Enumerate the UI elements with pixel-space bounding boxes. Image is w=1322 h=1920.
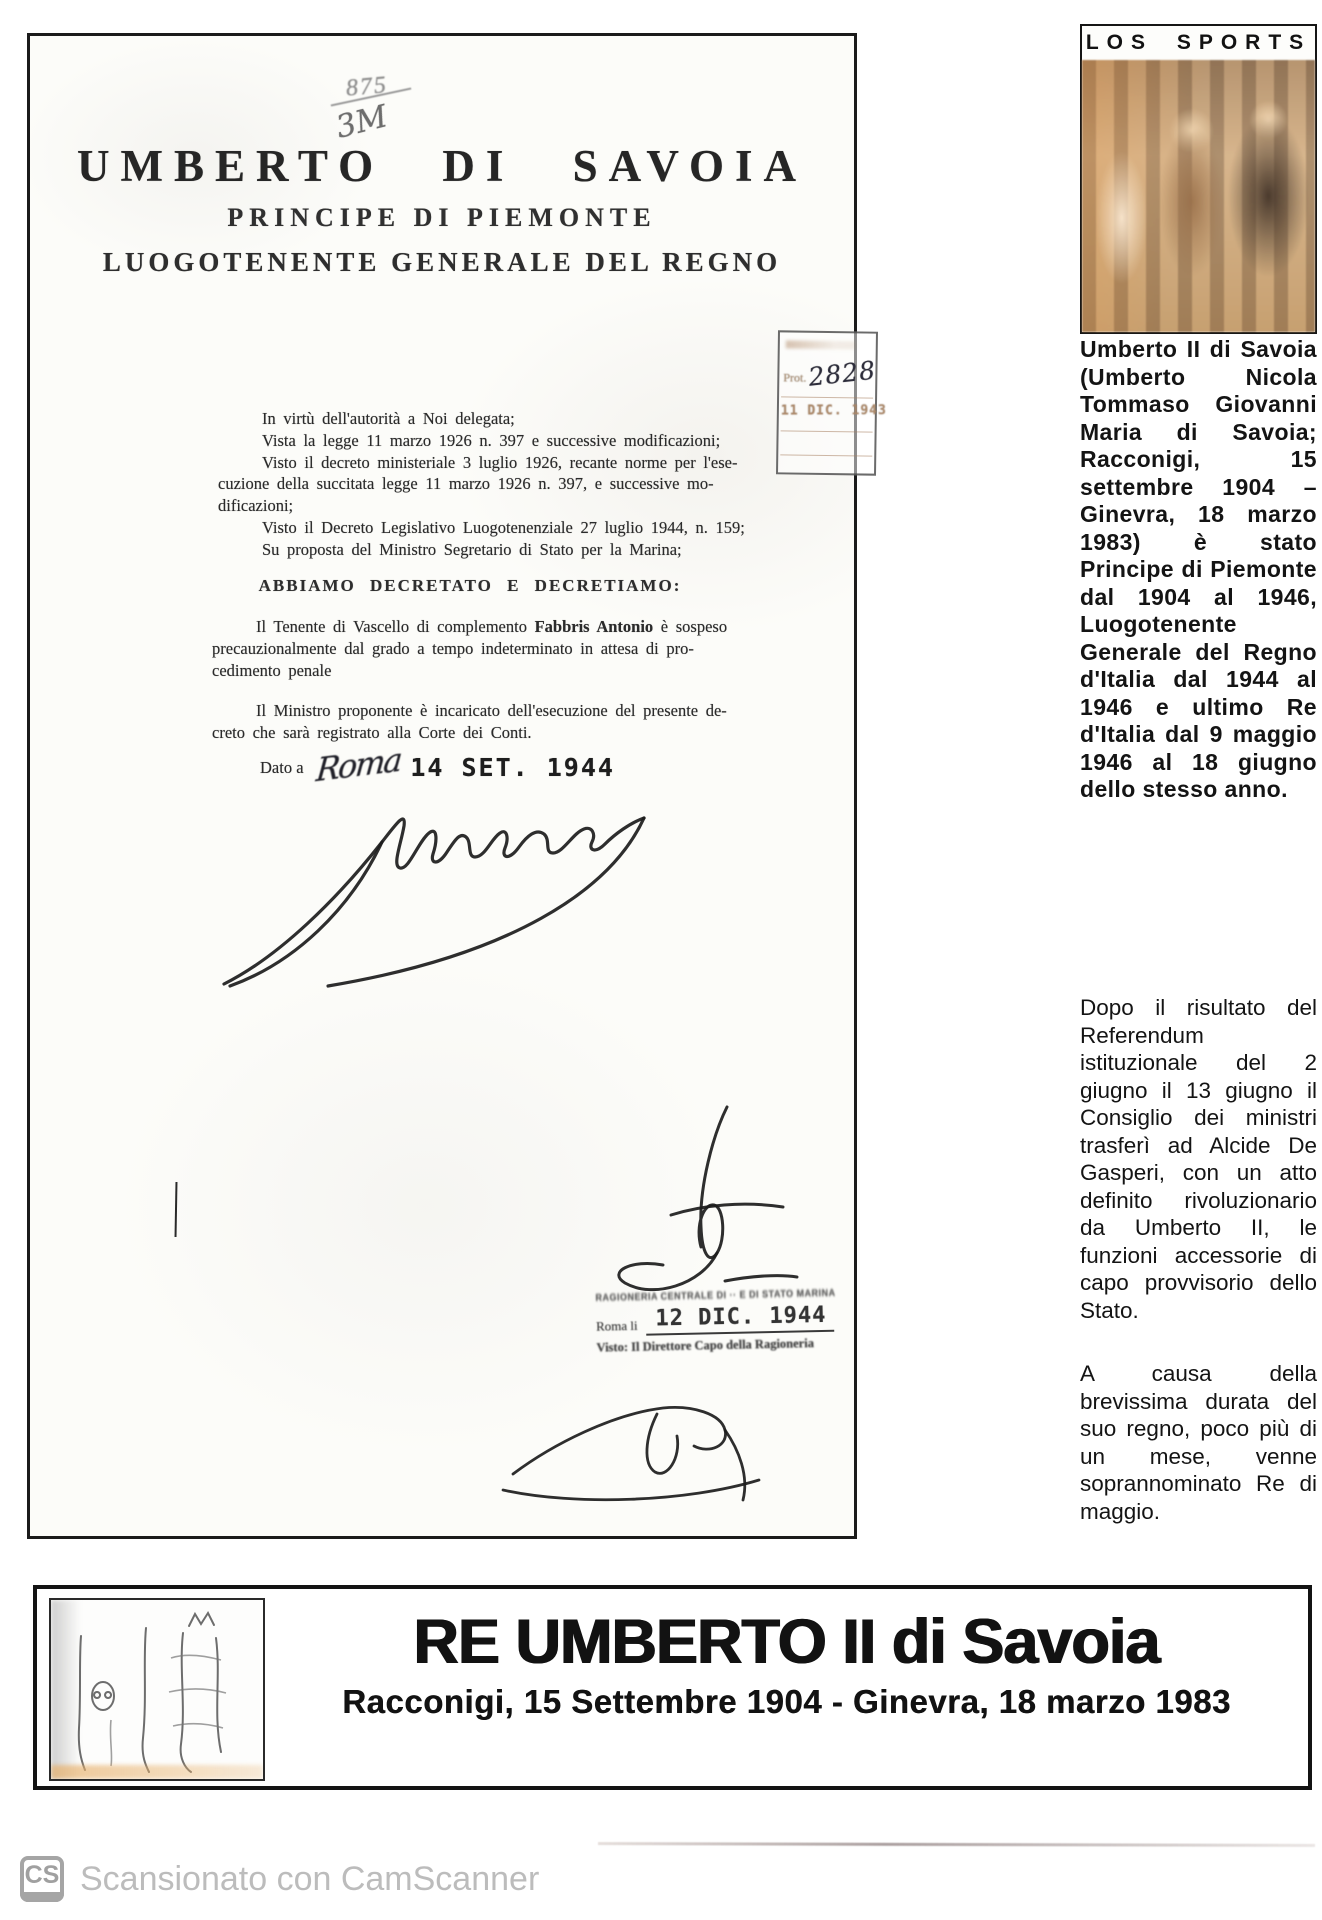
banner [33,1585,1312,1790]
execution-line: Il Ministro proponente è incaricato dell'esecuzione del presente de- [256,701,727,720]
article-paragraph [212,616,828,681]
preamble-line: dificazioni; [218,496,294,516]
camscanner-logo-text: CS [24,1860,60,1889]
dato-place-script: Roma [314,740,402,790]
banner-text-block [277,1609,1296,1721]
preamble-line: Visto il Decreto Legislativo Luogotenenziale 27 luglio 1944, n. 159; [262,517,745,537]
registry-place-label: Roma li [595,1317,638,1334]
page-edge-line [598,1842,1315,1847]
handwritten-initials: 3M [332,98,392,146]
dato-line [260,740,615,790]
prot-label: Prot. [783,370,807,385]
preamble-line: Su proposta del Ministro Segretario di Stato per la Marina; [262,539,682,559]
prot-date-stamp: 11 DIC. 1943 [780,403,887,419]
handwritten-number: 875 [344,72,390,102]
officer-name: Fabbris Antonio [534,617,654,636]
magazine-cover [1080,24,1317,334]
banner-image [49,1598,265,1781]
scan-artifact-line [175,1182,178,1237]
registry-office-line: RAGIONERIA CENTRALE DI ·· E DI STATO MARINA [595,1286,836,1304]
bio-paragraph-3: A causa della brevissima durata del suo regno, poco più di un mese, venne soprannominato Re di maggio. [1080,1361,1317,1524]
stamp-smudge [786,340,856,349]
preamble-line: In virtù dell'autorità a Noi delegata; [262,409,515,428]
registry-visto-line: Visto: Il Direttore Capo della Ragioneria [596,1336,815,1355]
prot-number-handwritten: 2828 [807,355,878,392]
stamp-rule [781,396,873,398]
registry-date-stamp: 12 DIC. 1944 [645,1303,835,1336]
dato-date-stamp: 14 SET. 1944 [410,753,615,782]
sidebar-biography [1080,336,1317,1525]
signature-umberto [210,780,670,1000]
preamble-line: Vista la legge 11 marzo 1926 n. 397 e successive modificazioni; [262,430,721,450]
article-line [212,616,828,638]
registry-stamp [595,1287,856,1355]
camscanner-logo [20,1856,64,1902]
preamble-line: Visto il decreto ministeriale 3 luglio 1926, recante norme per l'ese- [262,452,738,472]
magazine-photo [1082,60,1315,332]
bio-paragraph-1: Umberto II di Savoia (Umberto Nicola Tommaso Giovanni Maria di Savoia; Racconigi, 15 settembre 1904 – Ginevra, 18 marzo 1983) è stato Principe di Piemonte dal 1904 al 1946, Luogotenente Generale del Regno d'Italia dal 1944 al 1946 e ultimo Re d'Italia dal 9 maggio 1946 al 18 giugno dello stesso anno. [1080,336,1317,802]
camscanner-watermark [20,1856,539,1902]
banner-image-smudge [51,1765,263,1779]
photo-tint [1082,60,1315,332]
watermark-caption: Scansionato con CamScanner [80,1859,540,1898]
dato-label: Dato a [260,758,304,777]
preamble-line: cuzione della succitata legge 11 marzo 1926 n. 397, e successive mo- [218,474,714,494]
magazine-masthead: LOS SPORTS [1085,31,1312,54]
decree-formula: ABBIAMO DECRETATO E DECRETIAMO: [258,576,682,595]
banner-image-shade [51,1600,81,1779]
article-text: è sospeso [653,617,728,636]
decree-subtitle-2: LUOGOTENENTE GENERALE DEL REGNO [102,247,782,277]
decree-preamble [218,408,824,561]
article-line: cedimento penale [212,660,332,680]
signature-minister [575,1095,805,1310]
banner-title: RE UMBERTO II di Savoia [413,1607,1160,1677]
banner-subtitle: Racconigi, 15 Settembre 1904 - Ginevra, 18 marzo 1983 [342,1683,1231,1720]
decree-document [27,33,887,1539]
signature-registrar [495,1352,765,1522]
execution-paragraph [212,700,828,744]
decree-title: UMBERTO DI SAVOIA [77,141,807,191]
bio-paragraph-2: Dopo il risultato del Referendum istituzionale del 2 giugno il 13 giugno il Consiglio dei ministri trasferì ad Alcide De Gasperi, con un atto definito rivoluzionario da Umberto II, le funzioni accessorie di capo provvisorio dello Stato. [1080,995,1317,1323]
decree-subtitle-1: PRINCIPE DI PIEMONTE [227,203,657,232]
execution-line: creto che sarà registrato alla Corte dei Conti. [212,722,532,742]
article-line: precauzionalmente dal grado a tempo indeterminato in attesa di pro- [212,638,694,658]
article-text: Il Tenente di Vascello di complemento [256,617,535,636]
